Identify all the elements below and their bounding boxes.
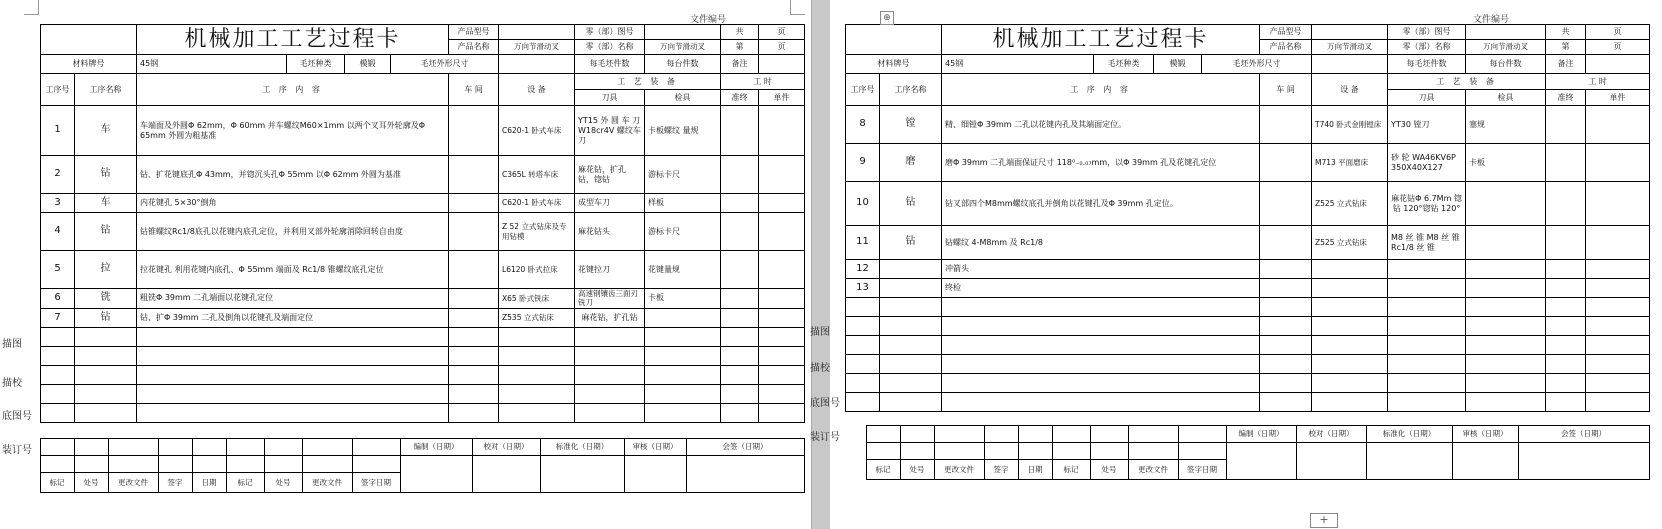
footer-count: 处号 xyxy=(74,473,108,493)
col-time: 工 时 xyxy=(1546,74,1650,90)
op-prep xyxy=(721,213,759,251)
op-workshop xyxy=(449,289,499,309)
op-prep xyxy=(721,194,759,213)
op-gauge: 卡板螺纹 量规 xyxy=(645,106,721,156)
pages-unit: 页 xyxy=(759,40,805,55)
op-name: 钻 xyxy=(75,213,137,251)
op-cutter: 砂 轮 WA46KV6P 350X40X127 xyxy=(1388,144,1466,182)
op-prep xyxy=(1546,144,1586,182)
table-row xyxy=(846,226,1650,260)
product-name-label: 产品名称 xyxy=(1260,40,1312,55)
col-cutter: 刀具 xyxy=(1388,90,1466,106)
part-name-label: 零（部）名称 xyxy=(1388,40,1466,55)
op-gauge xyxy=(1466,226,1546,260)
total-pages-label: 共 xyxy=(1546,25,1586,40)
footer-change: 更改文件 xyxy=(108,473,158,493)
col-prep: 准终 xyxy=(721,90,759,106)
table-row-empty xyxy=(846,317,1650,336)
pages-unit: 页 xyxy=(1586,25,1650,40)
table-row xyxy=(41,194,805,213)
table-row xyxy=(41,251,805,289)
op-name: 钻 xyxy=(880,226,942,260)
op-prep xyxy=(721,251,759,289)
table-move-handle-icon[interactable]: ⊕ xyxy=(880,11,894,25)
op-workshop xyxy=(449,194,499,213)
sig-check-label: 校对（日期） xyxy=(1296,426,1366,443)
footer-change: 更改文件 xyxy=(934,460,984,480)
op-content: 钻锥螺纹Rc1/8底孔以花键内底孔定位，并利用叉部外轮廓消除回转自由度 xyxy=(137,213,449,251)
footer-mark: 标记 xyxy=(1052,460,1090,480)
footer-signdate: 签字日期 xyxy=(1178,460,1226,480)
part-name-value[interactable]: 万向节滑动叉 xyxy=(645,40,721,55)
op-name: 钻 xyxy=(75,156,137,194)
blank-size-label: 毛坯外形尺寸 xyxy=(391,55,499,74)
part-drawing-value[interactable] xyxy=(645,25,721,40)
op-content: 钻叉部四个M8mm螺纹底孔并倒角以花键孔及Φ 39mm 孔定位。 xyxy=(942,182,1260,226)
op-no: 10 xyxy=(846,182,880,226)
op-workshop xyxy=(1260,106,1312,144)
op-content: 钻、扩花键底孔Φ 43mm，并锪沉头孔Φ 55mm 以Φ 62mm 外圆为基准 xyxy=(137,156,449,194)
op-prep xyxy=(721,308,759,327)
page-label: 第 xyxy=(721,40,759,55)
footer-mark: 标记 xyxy=(40,473,74,493)
product-name-label: 产品名称 xyxy=(449,40,499,55)
process-card-left xyxy=(40,24,805,423)
op-name: 磨 xyxy=(880,144,942,182)
op-name: 车 xyxy=(75,106,137,156)
op-workshop xyxy=(449,251,499,289)
per-blank-label: 每毛坯件数 xyxy=(575,55,645,74)
page-label: 第 xyxy=(1546,40,1586,55)
remarks-value[interactable] xyxy=(1586,55,1650,74)
op-name: 拉 xyxy=(75,251,137,289)
product-model-value[interactable] xyxy=(499,25,575,40)
page-corner-mark xyxy=(790,0,805,15)
table-row-empty xyxy=(41,346,805,365)
op-workshop xyxy=(1260,226,1312,260)
sig-review-label: 审核（日期） xyxy=(1452,426,1518,443)
pages-unit: 页 xyxy=(1586,40,1650,55)
op-equipment: C620-1 卧式车床 xyxy=(499,106,575,156)
page-corner-mark xyxy=(24,0,39,15)
footer-mark: 标记 xyxy=(866,460,900,480)
op-unit xyxy=(759,308,805,327)
side-label-bind: 装订号 xyxy=(810,432,840,443)
op-equipment: Z525 立式钻床 xyxy=(1312,226,1388,260)
op-cutter: 高速钢镶齿三面刃铣刀 xyxy=(575,289,645,309)
op-content: 内花键孔 5×30°倒角 xyxy=(137,194,449,213)
blank-type-value[interactable]: 模锻 xyxy=(1154,55,1202,74)
op-equipment: L6120 卧式拉床 xyxy=(499,251,575,289)
op-content: 车端面及外圆Φ 62mm，Φ 60mm 并车螺纹M60×1mm 以两个叉耳外轮廓及Φ 65mm 外圆为粗基准 xyxy=(137,106,449,156)
col-workshop: 车 间 xyxy=(449,74,499,106)
op-cutter: 花键拉刀 xyxy=(575,251,645,289)
sig-review-label: 审核（日期） xyxy=(624,439,686,456)
op-cutter: 成型车刀 xyxy=(575,194,645,213)
col-content: 工 序 内 容 xyxy=(942,74,1260,106)
op-prep xyxy=(1546,182,1586,226)
footer-signdate: 签字日期 xyxy=(352,473,400,493)
product-model-label: 产品型号 xyxy=(449,25,499,40)
product-name-value[interactable]: 万向节滑动叉 xyxy=(1312,40,1388,55)
op-unit xyxy=(1586,226,1650,260)
footer-count: 处号 xyxy=(1090,460,1128,480)
op-prep xyxy=(1546,226,1586,260)
col-unit: 单件 xyxy=(759,90,805,106)
footer-date: 日期 xyxy=(192,473,226,493)
table-row-empty xyxy=(846,298,1650,317)
op-gauge: 游标卡尺 xyxy=(645,213,721,251)
side-label-check: 描校 xyxy=(2,378,22,389)
op-gauge: 花键量规 xyxy=(645,251,721,289)
blank-type-label: 毛坯种类 xyxy=(1094,55,1154,74)
op-content: 终检 xyxy=(942,279,1260,298)
card-title: 机械加工工艺过程卡 xyxy=(137,25,449,55)
footer-count: 处号 xyxy=(264,473,302,493)
col-equipment: 设 备 xyxy=(499,74,575,106)
op-cutter: M8 丝 锥 M8 丝 锥 Rc1/8 丝 锥 xyxy=(1388,226,1466,260)
sig-std-label: 标准化（日期） xyxy=(1366,426,1452,443)
footer-sign: 签字 xyxy=(158,473,192,493)
op-no: 9 xyxy=(846,144,880,182)
op-no: 12 xyxy=(846,260,880,279)
blank-type-value[interactable]: 模锻 xyxy=(345,55,391,74)
footer-count: 处号 xyxy=(900,460,934,480)
op-unit xyxy=(759,251,805,289)
side-label-bind: 装订号 xyxy=(2,445,32,456)
op-unit xyxy=(759,289,805,309)
blank-type-label: 毛坯种类 xyxy=(287,55,345,74)
col-no: 工序号 xyxy=(846,74,880,106)
material-label: 材料牌号 xyxy=(41,55,137,74)
doc-number-label: 文件编号 xyxy=(1473,15,1510,25)
op-equipment: X65 卧式铣床 xyxy=(499,289,575,309)
col-cutter: 刀具 xyxy=(575,90,645,106)
op-name: 车 xyxy=(75,194,137,213)
op-gauge: 游标卡尺 xyxy=(645,156,721,194)
table-row-empty xyxy=(41,365,805,384)
table-row xyxy=(41,156,805,194)
table-row-empty xyxy=(846,374,1650,393)
table-row xyxy=(41,106,805,156)
op-no: 6 xyxy=(41,289,75,309)
op-name: 铣 xyxy=(75,289,137,309)
op-workshop xyxy=(449,308,499,327)
side-label-trace: 描图 xyxy=(2,339,22,350)
op-name: 钻 xyxy=(880,182,942,226)
op-unit xyxy=(759,106,805,156)
col-time: 工 时 xyxy=(721,74,805,90)
side-label-base: 底图号 xyxy=(2,411,32,422)
op-name xyxy=(880,260,942,279)
table-row xyxy=(41,289,805,309)
op-no: 8 xyxy=(846,106,880,144)
op-unit xyxy=(1586,144,1650,182)
op-content: 钻、扩Φ 39mm 二孔及倒角以花键孔及端面定位 xyxy=(137,308,449,327)
page-left xyxy=(0,0,811,529)
op-equipment: Z 52 立式钻床及专用钻模 xyxy=(499,213,575,251)
footer-change: 更改文件 xyxy=(302,473,352,493)
sig-compile-label: 编制（日期） xyxy=(1226,426,1296,443)
col-workshop: 车 间 xyxy=(1260,74,1312,106)
col-unit: 单件 xyxy=(1586,90,1650,106)
op-no: 3 xyxy=(41,194,75,213)
table-row-empty xyxy=(846,336,1650,355)
table-row xyxy=(846,260,1650,279)
remarks-label: 备注 xyxy=(721,55,759,74)
op-content: 磨Φ 39mm 二孔端面保证尺寸 118⁰₋₀.₀₇mm，以Φ 39mm 孔及花键孔定位 xyxy=(942,144,1260,182)
op-name: 钻 xyxy=(75,308,137,327)
blank-size-label: 毛坯外形尺寸 xyxy=(1202,55,1312,74)
op-workshop xyxy=(449,213,499,251)
table-row-empty xyxy=(846,355,1650,374)
per-unit-label: 每台件数 xyxy=(1466,55,1546,74)
footer-date: 日期 xyxy=(1018,460,1052,480)
process-card-right xyxy=(845,24,1650,412)
side-label-base: 底图号 xyxy=(810,398,840,409)
op-content: 拉花键孔 利用花键内底孔、Φ 55mm 端面及 Rc1/8 锥螺纹底孔定位 xyxy=(137,251,449,289)
op-cutter: YT15 外 圆 车 刀 W18cr4V 螺纹车刀 xyxy=(575,106,645,156)
footer-mark: 标记 xyxy=(226,473,264,493)
table-row-empty xyxy=(846,393,1650,412)
op-cutter: 麻花钻头 xyxy=(575,213,645,251)
op-no: 1 xyxy=(41,106,75,156)
footer-change: 更改文件 xyxy=(1128,460,1178,480)
col-content: 工 序 内 容 xyxy=(137,74,449,106)
per-blank-label: 每毛坯件数 xyxy=(1388,55,1466,74)
side-label-check: 描校 xyxy=(810,363,830,374)
sig-compile-label: 编制（日期） xyxy=(400,439,472,456)
total-pages-label: 共 xyxy=(721,25,759,40)
header-blank xyxy=(41,25,137,55)
material-value[interactable]: 45钢 xyxy=(137,55,287,74)
op-equipment: Z525 立式钻床 xyxy=(1312,182,1388,226)
col-tooling: 工 艺 装 备 xyxy=(1388,74,1546,90)
remarks-label: 备注 xyxy=(1546,55,1586,74)
op-unit xyxy=(759,194,805,213)
product-model-label: 产品型号 xyxy=(1260,25,1312,40)
part-name-label: 零（部）名称 xyxy=(575,40,645,55)
add-row-button[interactable]: + xyxy=(1310,513,1338,528)
col-prep: 准终 xyxy=(1546,90,1586,106)
op-unit xyxy=(1586,106,1650,144)
op-content: 冲箭头 xyxy=(942,260,1260,279)
part-name-value[interactable]: 万向节滑动叉 xyxy=(1466,40,1546,55)
material-value[interactable]: 45钢 xyxy=(942,55,1094,74)
op-equipment: Z535 立式钻床 xyxy=(499,308,575,327)
footer-left xyxy=(0,438,805,493)
col-gauge: 检具 xyxy=(1466,90,1546,106)
part-drawing-label: 零（部）图号 xyxy=(575,25,645,40)
op-prep xyxy=(1546,106,1586,144)
op-workshop xyxy=(1260,182,1312,226)
op-unit xyxy=(1586,182,1650,226)
sig-countersign-label: 会签（日期） xyxy=(686,439,804,456)
table-row-empty xyxy=(41,384,805,403)
per-unit-label: 每台件数 xyxy=(645,55,721,74)
op-unit xyxy=(759,213,805,251)
op-no: 7 xyxy=(41,308,75,327)
col-no: 工序号 xyxy=(41,74,75,106)
op-gauge: 样板 xyxy=(645,194,721,213)
op-equipment: C365L 转塔车床 xyxy=(499,156,575,194)
op-equipment: M713 平面磨床 xyxy=(1312,144,1388,182)
op-no: 5 xyxy=(41,251,75,289)
op-cutter: YT30 镗刀 xyxy=(1388,106,1466,144)
op-content: 钻螺纹 4-M8mm 及 Rc1/8 xyxy=(942,226,1260,260)
doc-number-label: 文件编号 xyxy=(690,15,727,25)
col-gauge: 检具 xyxy=(645,90,721,106)
table-row xyxy=(846,144,1650,182)
sig-check-label: 校对（日期） xyxy=(472,439,540,456)
header-blank xyxy=(846,25,942,55)
op-gauge xyxy=(645,308,721,327)
op-workshop xyxy=(1260,144,1312,182)
op-cutter: 麻花钻，扩孔钻 xyxy=(575,308,645,327)
table-row-empty xyxy=(41,403,805,422)
op-gauge: 卡板 xyxy=(645,289,721,309)
part-drawing-label: 零（部）图号 xyxy=(1388,25,1466,40)
table-row xyxy=(846,182,1650,226)
op-no: 4 xyxy=(41,213,75,251)
table-row xyxy=(846,106,1650,144)
part-drawing-value[interactable] xyxy=(1466,25,1546,40)
op-gauge xyxy=(1466,182,1546,226)
table-row xyxy=(41,213,805,251)
op-prep xyxy=(721,156,759,194)
op-name xyxy=(880,279,942,298)
op-no: 2 xyxy=(41,156,75,194)
op-unit xyxy=(759,156,805,194)
op-content: 精、细镗Φ 39mm 二孔以花键内孔及其端面定位。 xyxy=(942,106,1260,144)
material-label: 材料牌号 xyxy=(846,55,942,74)
col-equipment: 设 备 xyxy=(1312,74,1388,106)
op-no: 11 xyxy=(846,226,880,260)
sig-std-label: 标准化（日期） xyxy=(540,439,624,456)
op-name: 镗 xyxy=(880,106,942,144)
op-no: 13 xyxy=(846,279,880,298)
table-row xyxy=(41,308,805,327)
footer-sign: 签字 xyxy=(984,460,1018,480)
blank-size-value[interactable] xyxy=(499,55,575,74)
page-right xyxy=(810,0,1662,529)
op-equipment: T740 卧式金刚镗床 xyxy=(1312,106,1388,144)
product-name-value[interactable]: 万向节滑动叉 xyxy=(499,40,575,55)
col-tooling: 工 艺 装 备 xyxy=(575,74,721,90)
remarks-value[interactable] xyxy=(759,55,805,74)
footer-right xyxy=(810,425,1650,480)
blank-size-value[interactable] xyxy=(1312,55,1388,74)
op-prep xyxy=(721,289,759,309)
table-row-empty xyxy=(41,327,805,346)
card-title: 机械加工工艺过程卡 xyxy=(942,25,1260,55)
pages-unit: 页 xyxy=(759,25,805,40)
op-cutter: 麻花钻，扩孔钻，锪钻 xyxy=(575,156,645,194)
col-name: 工序名称 xyxy=(75,74,137,106)
op-gauge: 卡板 xyxy=(1466,144,1546,182)
op-cutter: 麻花钻Φ 6.7Mm 锪钻 120°锪钻 120° xyxy=(1388,182,1466,226)
table-row xyxy=(846,279,1650,298)
col-name: 工序名称 xyxy=(880,74,942,106)
op-prep xyxy=(721,106,759,156)
side-label-trace: 描图 xyxy=(810,327,830,338)
op-content: 粗铣Φ 39mm 二孔端面以花键孔定位 xyxy=(137,289,449,309)
sig-countersign-label: 会签（日期） xyxy=(1518,426,1649,443)
op-workshop xyxy=(449,156,499,194)
op-workshop xyxy=(449,106,499,156)
op-gauge: 塞规 xyxy=(1466,106,1546,144)
op-equipment: C620-1 卧式车床 xyxy=(499,194,575,213)
product-model-value[interactable] xyxy=(1312,25,1388,40)
